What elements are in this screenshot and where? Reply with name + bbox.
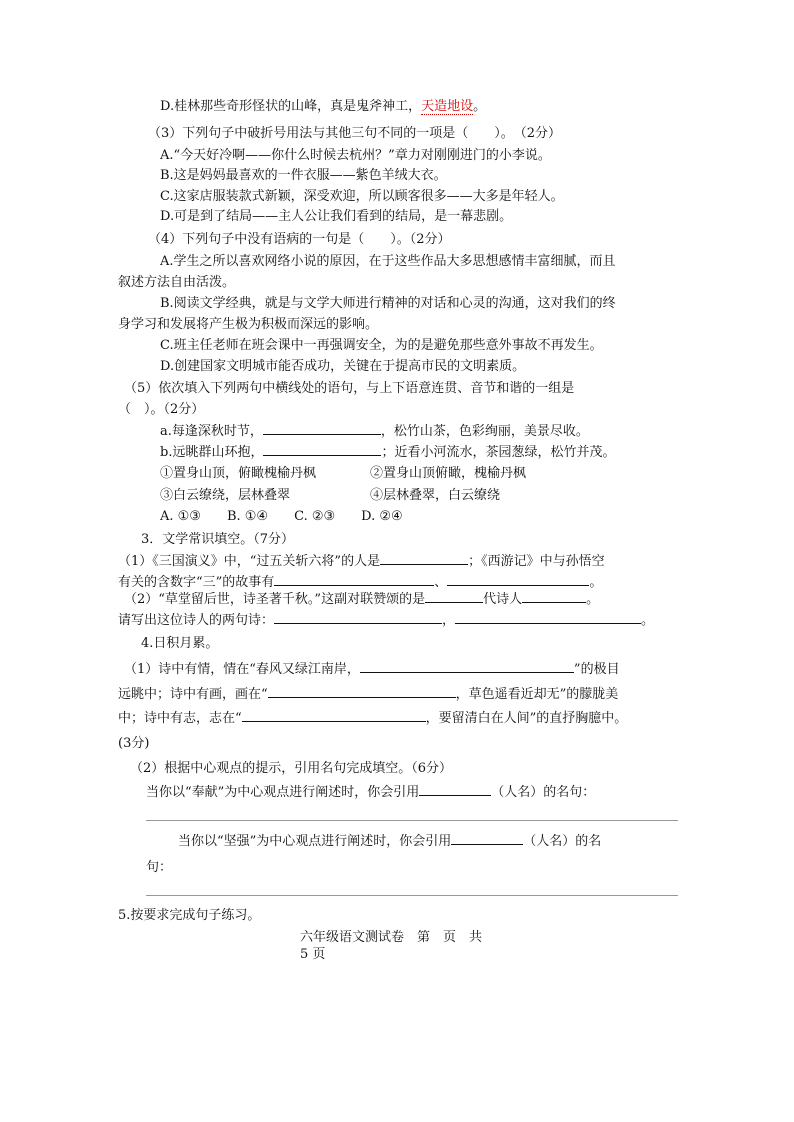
q4-option-a-line2: 叙述方法自由活泼。 — [118, 275, 236, 290]
q5-sentence-b: b.远眺群山环抱， ；近看小河流水，茶园葱绿，松竹并茂。 — [160, 445, 616, 460]
answer-blank[interactable] — [274, 611, 442, 624]
s4-q2-strength-end: 句： — [146, 860, 173, 875]
q5-sentence-a: a.每逢深秋时节， ，松竹山茶，色彩绚丽，美景尽收。 — [160, 424, 589, 439]
q5-choice-3: ③白云缭绕，层林叠翠 — [160, 488, 291, 503]
s3-q1-line2: 有关的含数字“三”的故事有 、 。 — [118, 575, 603, 590]
q4-stem: （4）下列句子中没有语病的一句是（ ）。（2分） — [148, 232, 451, 247]
section-4-title: 4.日积月累。 — [141, 636, 219, 651]
section-3-title: 3．文学常识填空。（7分） — [141, 532, 295, 547]
answer-blank[interactable] — [522, 590, 586, 603]
page-footer: 六年级语文测试卷 第 页 共 — [300, 930, 483, 945]
answer-blank[interactable] — [263, 422, 381, 435]
page-footer-total: 5 页 — [300, 947, 326, 962]
q4-option-b-line2: 身学习和发展将产生极为积极而深远的影响。 — [118, 317, 379, 332]
s4-q1-line1: （1）诗中有情，情在“春风又绿江南岸， ”的极目 — [124, 662, 620, 677]
answer-line[interactable] — [146, 895, 678, 896]
q5-choice-4: ④层林叠翠，白云缭绕 — [370, 488, 501, 503]
q4-option-d: D.创建国家文明城市能否成功，关键在于提高市民的文明素质。 — [160, 359, 526, 374]
q3-stem: （3）下列句子中破折号用法与其他三句不同的一项是（ ）。 （2分） — [148, 126, 562, 141]
s3-q2-line1: （2）“草堂留后世，诗圣著千秋。”这副对联赞颂的是 代诗人 。 — [124, 592, 600, 607]
q5-stem-line2: （ ）。（2分） — [118, 402, 205, 417]
q5-answer-options: A. ①③ B. ①④ C. ②③ D. ②④ — [160, 509, 403, 524]
answer-blank[interactable] — [268, 685, 456, 698]
q3-option-a: A.“今天好冷啊——你什么时候去杭州？”章力对刚刚进门的小李说。 — [160, 148, 551, 163]
q3-option-b: B.这是妈妈最喜欢的一件衣服——紫色羊绒大衣。 — [160, 168, 447, 183]
option-d-text: D.桂林那些奇形怪状的山峰，真是鬼斧神工， — [160, 99, 422, 114]
answer-blank[interactable] — [380, 552, 468, 565]
answer-blank[interactable] — [455, 611, 641, 624]
answer-blank[interactable] — [274, 573, 434, 586]
q4-option-c: C.班主任老师在班会课中一再强调安全，为的是避免那些意外事故不再发生。 — [160, 338, 603, 353]
answer-blank[interactable] — [242, 709, 426, 722]
q5-choice-2: ②置身山顶俯瞰，槐榆丹枫 — [370, 466, 527, 481]
section-5-title: 5.按要求完成句子练习。 — [118, 908, 261, 923]
red-marked-phrase: 天造地设 — [421, 99, 474, 114]
answer-blank[interactable] — [263, 443, 381, 456]
q5-stem-line1: （5）依次填入下列两句中横线处的语句，与上下语意连贯、音节和谐的一组是 — [124, 381, 575, 396]
q4-option-b-line1: B.阅读文学经典，就是与文学大师进行精神的对话和心灵的沟通，这对我们的终 — [160, 296, 616, 311]
answer-blank[interactable] — [425, 590, 483, 603]
option-d-line: D.桂林那些奇形怪状的山峰，真是鬼斧神工，天造地设。 — [160, 99, 487, 114]
q3-option-c: C.这家店服装款式新颖，深受欢迎，所以顾客很多——大多是年轻人。 — [160, 189, 564, 204]
q4-option-a-line1: A.学生之所以喜欢网络小说的原因，在于这些作品大多思想感情丰富细腻，而且 — [160, 254, 616, 269]
s4-q2-dedication: 当你以“奉献”为中心观点进行阐述时，你会引用 （人名）的名句： — [146, 785, 596, 800]
answer-line[interactable] — [146, 820, 678, 821]
s3-q1-line1: （1）《三国演义》中，“过五关斩六将”的人是 ；《西游记》中与孙悟空 — [118, 554, 605, 569]
answer-blank[interactable] — [447, 573, 589, 586]
s4-q2-strength: 当你以“坚强”为中心观点进行阐述时，你会引用 （人名）的名 — [178, 834, 602, 849]
answer-blank[interactable] — [419, 783, 491, 796]
q5-choice-1: ①置身山顶，俯瞰槐榆丹枫 — [160, 466, 317, 481]
s4-q1-points: (3分) — [118, 736, 150, 751]
s4-q2-stem: （2）根据中心观点的提示，引用名句完成填空。（6分） — [130, 761, 453, 776]
answer-blank[interactable] — [451, 832, 523, 845]
s4-q1-line3: 中；诗中有志，志在“ ，要留清白在人间”的直抒胸臆中。 — [118, 711, 628, 726]
q3-option-d: D.可是到了结局——主人公让我们看到的结局，是一幕悲剧。 — [160, 209, 513, 224]
s3-q2-line2: 请写出这位诗人的两句诗： ， 。 — [118, 613, 655, 628]
s4-q1-line2: 远眺中；诗中有画，画在“ ，草色遥看近却无”的朦胧美 — [118, 687, 619, 702]
answer-blank[interactable] — [360, 660, 574, 673]
